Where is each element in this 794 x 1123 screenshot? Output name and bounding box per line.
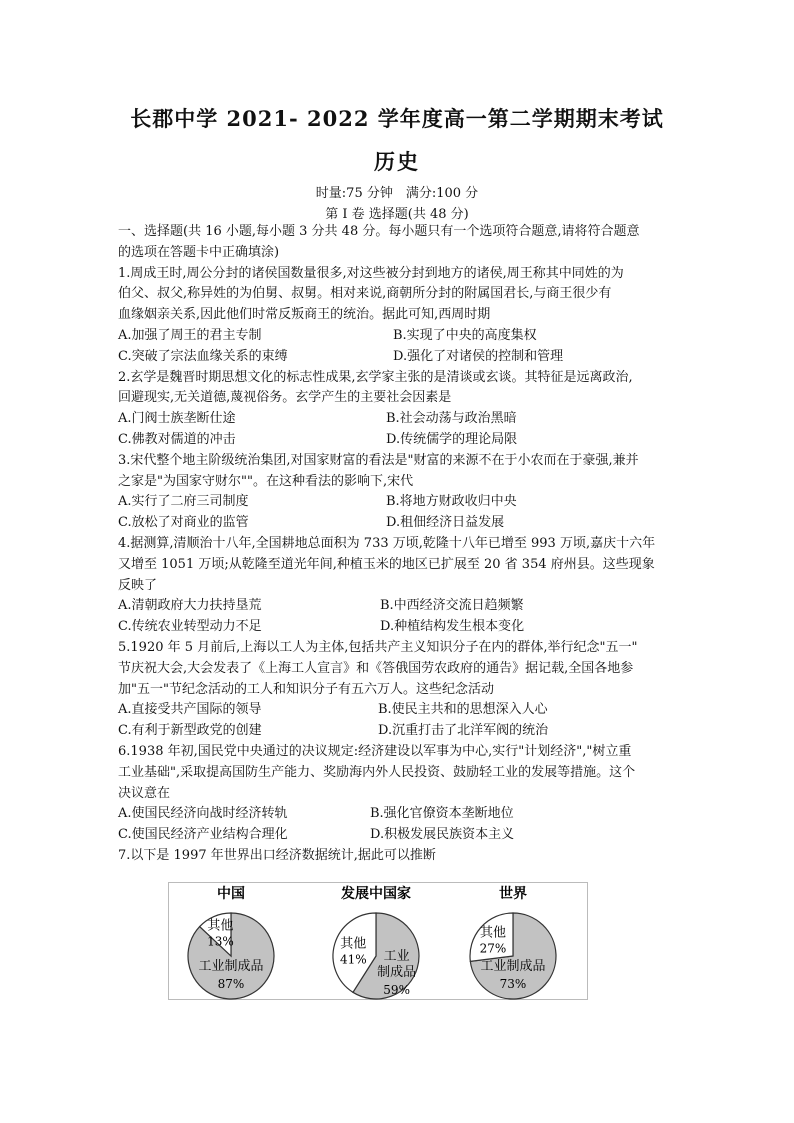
question-stem-line: 又增至 1051 万顷;从乾隆至道光年间,种植玉米的地区已扩展至 20 省 354 府州县。这些现象 [118,556,655,572]
options-row [118,721,678,742]
question-stem-line: 节庆祝大会,大会发表了《上海工人宣言》和《答俄国劳农政府的通告》据记载,全国各地参 [118,660,634,676]
pie-title: 发展中国家 [341,886,411,902]
option-a: A.实行了二府三司制度 [118,494,249,510]
question-stem-line: 决议意在 [118,785,171,801]
pie-label-manufactured: 工业 [383,948,410,964]
pie-value-manufactured: 59% [383,982,410,997]
question-stem-line: 3.宋代整个地主阶级统治集团,对国家财富的看法是"财富的来源不在于小农而在于豪强,兼并 [118,452,639,468]
exam-meta: 时量:75 分钟 满分:100 分 [315,186,479,201]
question-body [118,222,678,867]
options-row [118,825,678,846]
options-row [118,700,678,721]
option-b: B.实现了中央的高度集权 [393,327,537,343]
pie-label-other: 其他 [479,925,507,941]
pie-title: 世界 [499,886,527,902]
question-4 [118,534,678,638]
option-c: C.放松了对商业的监管 [118,515,249,531]
option-a: A.使国民经济向战时经济转轨 [118,806,288,822]
question-stem-line: 回避现实,无关道德,蔑视俗务。玄学产生的主要社会因素是 [118,390,452,406]
question-stem-line: 6.1938 年初,国民党中央通过的决议规定:经济建设以军事为中心,实行"计划经济","树立重 [118,743,632,759]
subject-heading: 历史 [374,149,420,174]
option-b: B.将地方财政收归中央 [386,494,517,510]
options-row [118,804,678,825]
pie-value-manufactured: 73% [499,977,527,991]
question-stem-line: 7.以下是 1997 年世界出口经济数据统计,据此可以推断 [118,847,436,863]
pie-value-other: 27% [479,941,507,956]
question-stem-line: 5.1920 年 5 月前后,上海以工人为主体,包括共产主义知识分子在内的群体,举行纪念"五一" [118,639,638,655]
question-1 [118,264,678,368]
option-d: D.租佃经济日益发展 [386,515,505,531]
option-c: C.使国民经济产业结构合理化 [118,827,288,843]
question-2 [118,368,678,451]
question-5 [118,638,678,742]
question-stem-line: 之家是"为国家守财尔""。在这种看法的影响下,宋代 [118,473,414,489]
option-c: C.突破了宗法血缘关系的束缚 [118,348,288,364]
pie-charts-svg [168,882,588,1000]
option-d: D.传统儒学的理论局限 [386,431,518,447]
instruction-line: 的选项在答题卡中正确填涂) [118,244,280,260]
option-a: A.门阀士族垄断仕途 [118,411,236,427]
options-row [118,430,678,451]
exam-title: 长郡中学 2021- 2022 学年度高一第二学期期末考试 [130,106,664,131]
options-row [118,513,678,534]
option-c: C.传统农业转型动力不足 [118,619,262,635]
pie-chart-3 [470,886,556,999]
pie-value-other: 41% [339,952,367,967]
pie-label-manufactured-line2: 制成品 [377,964,417,980]
pie-chart-1 [188,885,274,999]
options-row [118,347,678,368]
question-3 [118,451,678,534]
options-row [118,492,678,513]
option-d: D.强化了对诸侯的控制和管理 [393,348,564,364]
pie-label-other: 其他 [340,936,367,952]
options-row [118,326,678,347]
question-stem-line: 加"五一"节纪念活动的工人和知识分子有五六万人。这些纪念活动 [118,681,494,697]
question-stem-line: 2.玄学是魏晋时期思想文化的标志性成果,玄学家主张的是清谈或玄谈。其特征是远离政治, [118,369,633,385]
option-a: A.直接受共产国际的领导 [118,702,262,718]
question-stem-line: 4.据测算,清顺治十八年,全国耕地总面积为 733 万顷,乾隆十八年已增至 993 万顷,嘉庆十六年 [118,535,656,551]
question-stem-line: 血缘姻亲关系,因此他们时常反叛商王的统治。据此可知,西周时期 [118,307,491,323]
option-a: A.清朝政府大力扶持垦荒 [118,598,262,614]
pie-label-manufactured: 工业制成品 [480,959,546,974]
option-a: A.加强了周王的君主专制 [118,327,262,343]
options-row [118,596,678,617]
question-stem-line: 伯父、叔父,称异姓的为伯舅、叔舅。相对来说,商朝所分封的附属国君长,与商王很少有 [118,286,612,302]
option-b: B.中西经济交流日趋频繁 [380,598,524,614]
question-stem-line: 反映了 [118,577,158,593]
option-b: B.强化官僚资本垄断地位 [370,806,514,822]
pie-chart-2 [333,885,419,999]
option-d: D.种植结构发生根本变化 [380,619,525,635]
options-row [118,617,678,638]
option-d: D.沉重打击了北洋军阀的统治 [378,723,549,739]
pie-label-manufactured: 工业制成品 [198,959,264,974]
option-b: B.使民主共和的思想深入人心 [378,702,548,718]
options-row [118,409,678,430]
pie-value-other: 13% [207,934,234,949]
pie-label-other: 其他 [207,918,234,934]
pie-value-manufactured: 87% [217,977,245,991]
option-c: C.有利于新型政党的创建 [118,723,262,739]
question-stem-line: 工业基础",采取提高国防生产能力、奖励海内外人民投资、鼓励轻工业的发展等措施。这个 [118,764,636,780]
pie-charts-figure [168,882,588,1000]
question-7 [118,846,678,867]
option-b: B.社会动荡与政治黑暗 [386,411,517,427]
pie-title: 中国 [217,886,245,902]
section-heading: 第 I 卷 选择题(共 48 分) [325,207,469,222]
question-6 [118,742,678,846]
option-c: C.佛教对儒道的冲击 [118,431,236,447]
question-stem-line: 1.周成王时,周公分封的诸侯国数量很多,对这些被分封到地方的诸侯,周王称其中同姓的为 [118,265,624,281]
instruction-line: 一、选择题(共 16 小题,每小题 3 分共 48 分。每小题只有一个选项符合题意,请将符合题意 [118,224,640,239]
option-d: D.积极发展民族资本主义 [370,827,515,843]
